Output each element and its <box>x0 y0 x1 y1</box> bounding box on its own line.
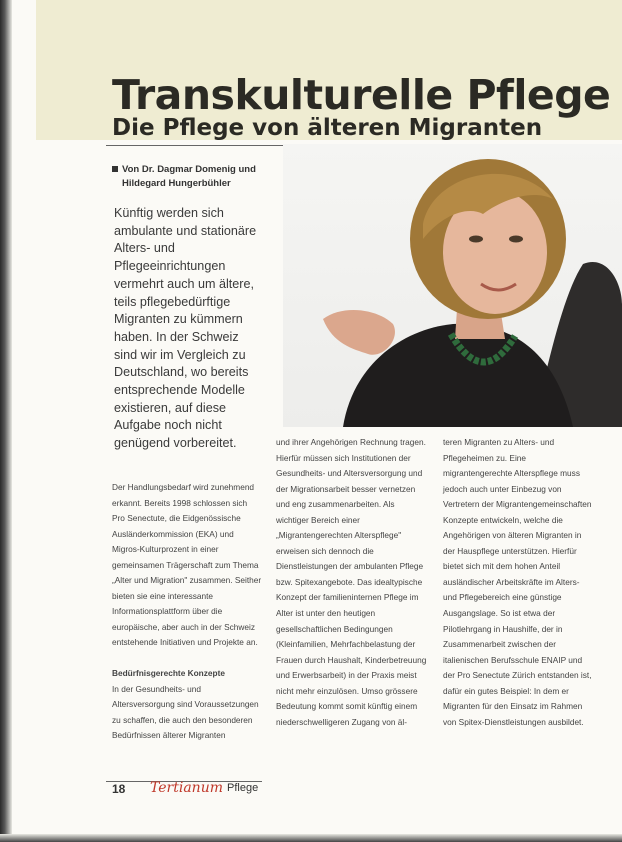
column-2-paragraph: und ihrer Angehörigen Rechnung tragen. Hierfür müssen sich Institutionen der Gesundheits- und Altersversorgung und der Migrationsarbeit besser vernetzen und eng zusammenarbeiten. Als wichtiger Bereich einer „Migrantengerechten Alterspflege" erweisen sich dennoch die Dienstleistungen der ambulanten Pflege bzw. Spitexangebote. Das idealtypische Konzept der familieninternen Pflege im Alter ist unter den heutigen gesellschaftlichen Bedingungen (Kleinfamilien, Mehrfachbelastung der Frauen durch Haushalt, Kinderbetreuung und Erwerbsarbeit) in der Praxis meist nicht mehr einzulösen. Umso grössere Bedeutung kommt somit künftig einem niederschwelligeren Zugang von äl- <box>276 437 427 727</box>
column-1-paragraph: Der Handlungsbedarf wird zunehmend erkannt. Bereits 1998 schlossen sich Pro Senectute, die Eidgenössische Ausländerkommission (EKA) und Migros-Kulturprozent in einer gemeinsamen Trägerschaft zum Thema „Alter und Migration" zusammen. Seither bieten sie eine interessante Informationsplattform über die europäische, aber auch in der Schweiz entstehende Initiativen und Projekte an. <box>112 482 262 648</box>
article-subtitle: Die Pflege von älteren Migranten <box>112 115 543 142</box>
author-byline <box>112 163 287 191</box>
lead-paragraph: Künftig werden sich ambulante und stationäre Alters- und Pflegeeinrichtungen vermehrt auch um ältere, teils pflegebedürftige Migranten zu kümmern haben. In der Schweiz sind wir im Vergleich zu Deutschland, wo bereits entsprechende Modelle existieren, auf diese Aufgabe noch nicht genügend vorbereitet. <box>114 206 257 451</box>
top-rule <box>106 145 286 146</box>
article-title: Transkulturelle Pflege <box>112 71 611 120</box>
column-1 <box>112 480 262 744</box>
bullet-icon <box>112 166 118 172</box>
column-1-paragraph-2: In der Gesundheits- und Altersversorgung sind Voraussetzungen zu schaffen, die auch den besonderen Bedürfnissen älterer Migranten <box>112 683 259 741</box>
section-label: Pflege <box>227 782 259 794</box>
column-3 <box>443 435 595 730</box>
magazine-logo: Tertianum <box>150 780 223 796</box>
portrait-photo <box>283 144 622 427</box>
page-number: 18 <box>112 782 126 796</box>
page-binding-edge <box>0 0 12 842</box>
page-bottom-edge <box>0 834 622 842</box>
section-subheading: Bedürfnisgerechte Konzepte <box>112 668 225 679</box>
author-line-2: Hildegard Hungerbühler <box>122 178 231 189</box>
column-2 <box>276 435 428 730</box>
author-line-1: Von Dr. Dagmar Domenig und <box>122 164 256 175</box>
column-3-paragraph: teren Migranten zu Alters- und Pflegeheimen zu. Eine migrantengerechte Alterspflege muss jedoch auch unter Einbezug von Vertretern der Migrantengemeinschaften Konzepte entwickeln, welche die Angehörigen von älteren Migranten in der Hauspflege unterstützen. Hierfür bietet sich mit dem hohen Anteil ausländischer Arbeitskräfte im Alters- und Pflegebereich eine günstige Ausgangslage. So ist etwa der Pilotlehrgang in Haushilfe, der in Zusammenarbeit zwischen der italienischen Berufsschule ENAIP und der Pro Senectute Zürich entstanden ist, dafür ein gutes Beispiel: In dem er Migranten für den Einsatz im Rahmen von Spitex-Dienstleistungen ausbildet. <box>443 437 592 727</box>
